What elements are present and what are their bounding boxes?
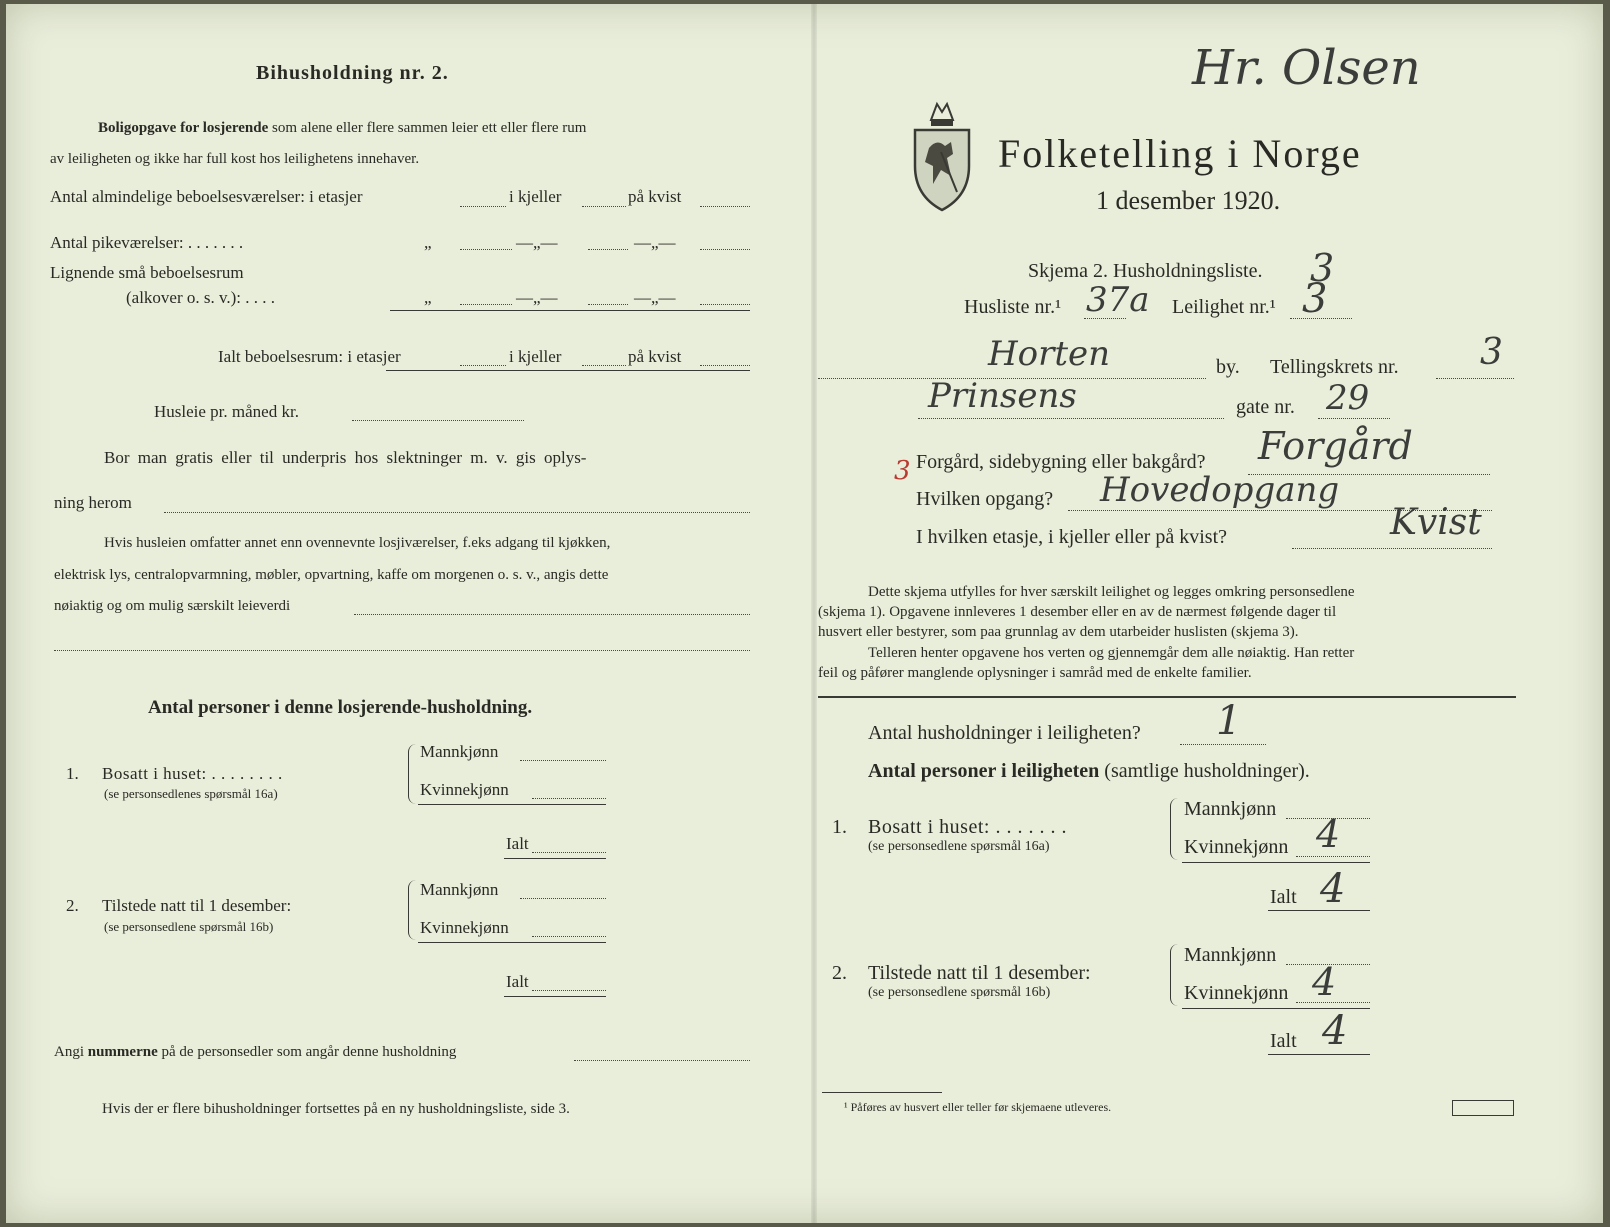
left-q2-label: Tilstede natt til 1 desember: [102, 896, 292, 915]
intro-rest: som alene eller flere sammen leier ett eller flere rum [272, 120, 587, 136]
left-persons-heading: Antal personer i denne losjerende-husholdning. [148, 697, 533, 718]
ditto-mark: —„— [634, 288, 676, 307]
total-rooms-kjeller: i kjeller [509, 347, 562, 366]
left-q1-sub: (se personsedlenes spørsmål 16a) [104, 786, 278, 801]
right-q2-sub: (se personsedlene spørsmål 16b) [868, 985, 1051, 1000]
right-q1-female-value: 4 [1316, 812, 1341, 856]
red-pencil-mark: 3 [894, 456, 911, 486]
right-persons-heading-bold: Antal personer i leiligheten [868, 760, 1100, 782]
right-persons-heading-rest: (samtlige husholdninger). [1104, 760, 1310, 782]
left-q1-number: 1. [66, 764, 79, 783]
opgang-label: Hvilken opgang? [916, 488, 1054, 510]
total-rooms-label: Ialt beboelsesrum: i etasjer [218, 347, 401, 366]
right-q2-female-value: 4 [1312, 960, 1337, 1004]
right-q2-total-value: 4 [1322, 1008, 1348, 1054]
right-q2-brace [1170, 944, 1179, 1006]
numbers-rest: på de personsedler som angår denne husholdning [161, 1044, 457, 1060]
street-value: Prinsens [928, 376, 1077, 416]
right-q1-total-value: 4 [1320, 866, 1346, 912]
right-q1-brace [1170, 798, 1179, 860]
husliste-value: 37a [1086, 280, 1150, 320]
small-rooms-label-1: Lignende små beboelsesrum [50, 263, 244, 282]
ditto-mark: —„— [516, 233, 558, 252]
rooms-kjeller: i kjeller [509, 187, 562, 206]
schema-label: Skjema 2. Husholdningsliste. [1028, 260, 1263, 282]
etasje-value: Kvist [1390, 502, 1482, 543]
instruction-4: Telleren henter opgavene hos verten og gjennemgår dem alle nøiaktig. Han retter [868, 645, 1355, 661]
gratis-line-1: Bor man gratis eller til underpris hos slektninger m. v. gis oplys- [104, 448, 587, 467]
city-value: Horten [988, 334, 1111, 374]
left-q1-total-label: Ialt [506, 834, 529, 853]
tellingskrets-label: Tellingskrets nr. [1270, 356, 1399, 378]
ditto-mark: —„— [516, 288, 558, 307]
left-q2-male-label: Mannkjønn [420, 880, 499, 899]
rent-label: Husleie pr. måned kr. [154, 402, 299, 421]
numbers-bold: nummerne [87, 1044, 158, 1060]
intro-line2: av leiligheten og ikke har full kost hos leilighetens innehaver. [50, 151, 420, 167]
rooms-label: Antal almindelige beboelsesværelser: i etasjer [50, 187, 363, 206]
forgard-value: Forgård [1258, 424, 1413, 468]
continue-note: Hvis der er flere bihusholdninger fortsettes på en ny husholdningsliste, side 3. [102, 1101, 570, 1117]
leilighet-value: 3 [1302, 276, 1328, 322]
left-q2-total-label: Ialt [506, 972, 529, 991]
instruction-5: feil og påfører manglende oplysninger i samråd med de enkelte familier. [818, 665, 1252, 681]
left-title: Bihusholdning nr. 2. [256, 62, 449, 84]
norwegian-coat-of-arms-icon [911, 96, 973, 214]
census-form-sheet [6, 4, 1603, 1223]
footnote: ¹ Påføres av husvert eller teller før skjemaene utleveres. [844, 1100, 1112, 1114]
gratis-line-2: ning herom [54, 493, 132, 512]
right-q1-female-label: Kvinnekjønn [1184, 836, 1289, 858]
husliste-label: Husliste nr.¹ [964, 296, 1062, 318]
gate-value: 29 [1326, 378, 1370, 418]
form-title: Folketelling i Norge [998, 131, 1362, 176]
left-q2-number: 2. [66, 896, 79, 915]
tellingskrets-value: 3 [1480, 332, 1503, 373]
rent-note-1: Hvis husleien omfatter annet enn ovennevnte losjiværelser, f.eks adgang til kjøkken, [104, 535, 611, 551]
right-q1-total-label: Ialt [1270, 886, 1297, 908]
right-q1-male-label: Mannkjønn [1184, 798, 1277, 820]
right-q1-label: Bosatt i huset: . . . . . . . [868, 816, 1067, 838]
maid-rooms-label: Antal pikeværelser: . . . . . . . [50, 233, 244, 252]
right-q2-label: Tilstede natt til 1 desember: [868, 962, 1091, 984]
households-value: 1 [1216, 698, 1242, 744]
forgard-label: Forgård, sidebygning eller bakgård? [916, 451, 1206, 473]
handwritten-name: Hr. Olsen [1192, 40, 1421, 96]
left-q2-sub: (se personsedlene spørsmål 16b) [104, 919, 274, 934]
opgang-value: Hovedopgang [1100, 470, 1340, 510]
small-rooms-label-2: (alkover o. s. v.): . . . . [126, 288, 276, 307]
census-date: 1 desember 1920. [1096, 186, 1281, 215]
printer-stamp [1452, 1100, 1514, 1116]
right-q2-number: 2. [832, 962, 847, 984]
households-label: Antal husholdninger i leiligheten? [868, 722, 1141, 744]
right-q2-female-label: Kvinnekjønn [1184, 982, 1289, 1004]
left-q2-female-label: Kvinnekjønn [420, 918, 509, 937]
gate-label: gate nr. [1236, 396, 1295, 418]
rooms-kvist: på kvist [628, 187, 682, 206]
by-label: by. [1216, 356, 1240, 378]
right-q2-male-label: Mannkjønn [1184, 944, 1277, 966]
right-q1-number: 1. [832, 816, 847, 838]
numbers-pre: Angi [54, 1044, 84, 1060]
rent-note-2: elektrisk lys, centralopvarmning, møbler, opvartning, kaffe om morgenen o. s. v., angis dette [54, 567, 609, 583]
left-q1-male-label: Mannkjønn [420, 742, 499, 761]
instruction-3: husvert eller bestyrer, som paa grunnlag av dem utarbeider huslisten (skjema 3). [818, 624, 1299, 640]
instruction-2: (skjema 1). Opgavene innleveres 1 desember eller en av de nærmest følgende dager til [818, 604, 1337, 620]
rent-note-3: nøiaktig og om mulig særskilt leieverdi [54, 598, 291, 614]
instruction-1: Dette skjema utfylles for hver særskilt leilighet og legges omkring personsedlene [868, 584, 1355, 600]
right-q2-total-label: Ialt [1270, 1030, 1297, 1052]
ditto-mark: „ [424, 233, 432, 252]
etasje-label: I hvilken etasje, i kjeller eller på kvist? [916, 526, 1227, 548]
page-fold [811, 4, 817, 1223]
left-q2-brace [408, 880, 417, 940]
right-q1-sub: (se personsedlene spørsmål 16a) [868, 839, 1050, 854]
left-q1-label: Bosatt i huset: . . . . . . . . [102, 764, 283, 783]
ditto-mark: „ [424, 288, 432, 307]
ditto-mark: —„— [634, 233, 676, 252]
intro-bold: Boligopgave for losjerende [98, 120, 269, 136]
schema-number-value: 3 [1310, 246, 1335, 290]
left-q1-brace [408, 744, 417, 804]
leilighet-label: Leilighet nr.¹ [1172, 296, 1276, 318]
total-rooms-kvist: på kvist [628, 347, 682, 366]
left-q1-female-label: Kvinnekjønn [420, 780, 509, 799]
